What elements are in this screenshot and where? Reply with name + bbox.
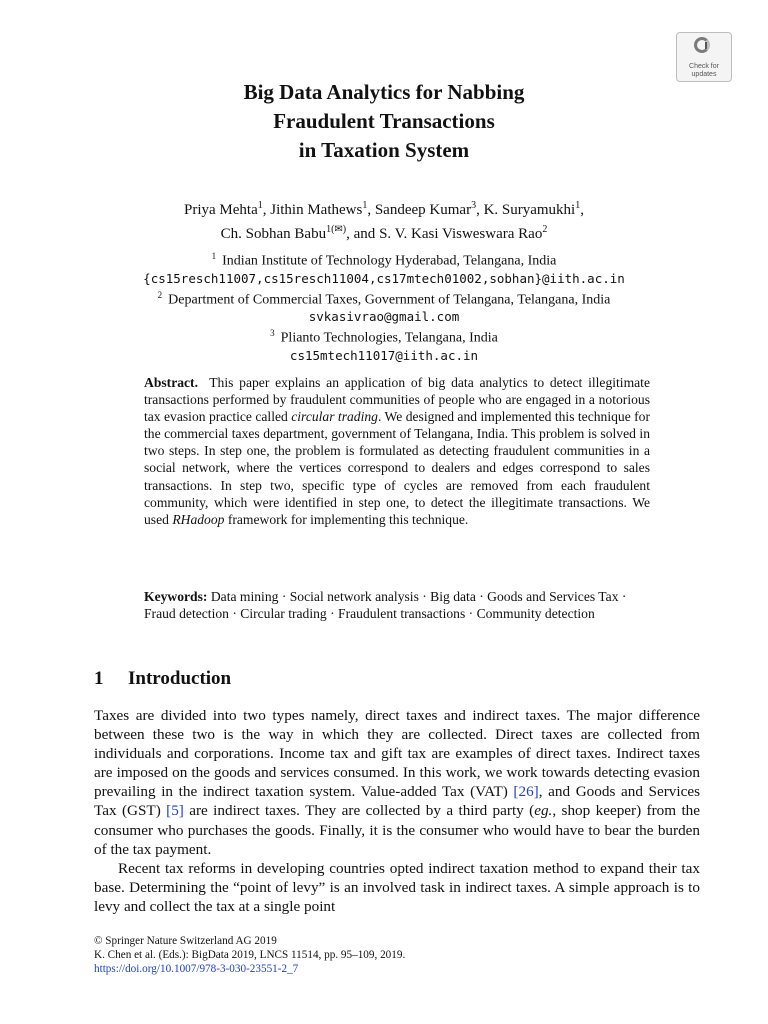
author-line-2: [0, 220, 768, 244]
affiliation-3: $^3$ Plianto Technologies, Telangana, India: [270, 328, 498, 346]
citation-link[interactable]: [5]: [166, 802, 184, 820]
abstract: [144, 374, 650, 528]
section-heading: [94, 668, 231, 690]
author-affiliation-mark: 1: [575, 200, 581, 211]
abstract-text: . We designed and implemented this technique for the commercial taxes department, government of Telangana, India. This problem is solved in two steps. In step one, the problem is formulated as detecting fraudulent communities in a social network, where the vertices correspond to dealers and edges correspond to sales transactions. In step two, specific type of cycles are removed from each fraudulent community, which were identified in step one, to detect the illegitimate transactions. We used: [144, 409, 650, 527]
author-name: Jithin Mathews: [270, 202, 363, 218]
section-number: 1: [94, 668, 104, 689]
title-line-1: Big Data Analytics for Nabbing: [243, 80, 525, 104]
affiliation-2-email[interactable]: svkasivrao@gmail.com: [308, 309, 460, 325]
paragraph: Recent tax reforms in developing countries opted indirect taxation method to expand their tax base. Determining the “point of levy” is an involved task in indirect taxes. A simple approach is to levy and collect the tax at a single point: [94, 859, 700, 915]
keywords-label: Keywords:: [144, 589, 208, 604]
paper-title: [0, 78, 768, 165]
body-text: [94, 706, 700, 916]
author-name: Sandeep Kumar: [374, 202, 472, 218]
author-list: [0, 196, 768, 244]
footer: [94, 934, 700, 976]
title-line-3: in Taxation System: [298, 138, 470, 162]
affiliations: [0, 248, 768, 364]
author-name: Ch. Sobhan Babu: [220, 226, 327, 242]
author-affiliation-mark: 3: [471, 200, 477, 211]
copyright-line: © Springer Nature Switzerland AG 2019: [94, 935, 277, 947]
author-name: K. Suryamukhi: [483, 202, 576, 218]
check-for-updates-label: Check for updates: [689, 63, 719, 78]
author-name: Priya Mehta: [184, 202, 258, 218]
paragraph: Taxes are divided into two types namely, direct taxes and indirect taxes. The major difference between these two is the way in which they are collected. Direct taxes are collected from individuals and corporations. Income tax and gift tax are examples of direct taxes. Indirect taxes are imposed on the goods and services consumed. In this work, we work towards detecting evasion prevailing in the indirect taxation system. Value-added Tax (VAT) [26], and Goods and Services Tax (GST) [5] are indirect taxes. They are collected by a third party (eg., shop keeper) from the consumer who purchases the goods. Finally, it is the consumer who would have to bear the burden of the tax payment.: [94, 707, 701, 858]
author-affiliation-mark: 2: [542, 224, 548, 235]
affiliation-1: $^1$ Indian Institute of Technology Hyderabad, Telangana, India: [211, 251, 557, 269]
check-for-updates-badge[interactable]: [676, 32, 732, 82]
author-conjunction: , and: [346, 226, 380, 242]
abstract-label: Abstract.: [144, 375, 198, 390]
title-line-2: Fraudulent Transactions: [273, 109, 495, 133]
check-for-updates-icon: [694, 37, 710, 53]
keywords-text: Data mining · Social network analysis · Big data · Goods and Services Tax · Fraud detection · Circular trading · Fraudulent transactions · Community detection: [144, 589, 627, 621]
citation-line: K. Chen et al. (Eds.): BigData 2019, LNCS 11514, pp. 95–109, 2019.: [94, 949, 406, 961]
affiliation-1-email[interactable]: {cs15resch11007,cs15resch11004,cs17mtech01002,sobhan}@iith.ac.in: [143, 270, 625, 286]
author-affiliation-mark: 1(✉): [326, 224, 347, 235]
doi-link[interactable]: https://doi.org/10.1007/978-3-030-23551-2_7: [94, 963, 299, 975]
author-affiliation-mark: 1: [257, 200, 263, 211]
abstract-text: framework for implementing this technique.: [224, 511, 469, 527]
affiliation-3-email[interactable]: cs15mtech11017@iith.ac.in: [289, 347, 479, 363]
affiliation-2: $^2$ Department of Commercial Taxes, Government of Telangana, Telangana, India: [157, 289, 611, 308]
author-name: S. V. Kasi Visweswara Rao: [379, 226, 543, 242]
keywords: [144, 588, 650, 622]
abstract-emphasis: circular trading: [291, 409, 378, 425]
section-title: Introduction: [128, 668, 232, 689]
citation-link[interactable]: [26]: [513, 783, 539, 801]
abstract-text: This paper explains an application of big data analytics to detect illegitimate transactions performed by fraudulent communities of people who are engaged in a notorious tax evasion practice called: [144, 375, 650, 425]
author-line-1: Priya Mehta$^1$, Jithin Mathews$^1$, Sandeep Kumar$^3$, K. Suryamukhi$^1$,: [184, 200, 584, 218]
author-affiliation-mark: 1: [362, 200, 368, 211]
abstract-emphasis: RHadoop: [172, 511, 225, 527]
